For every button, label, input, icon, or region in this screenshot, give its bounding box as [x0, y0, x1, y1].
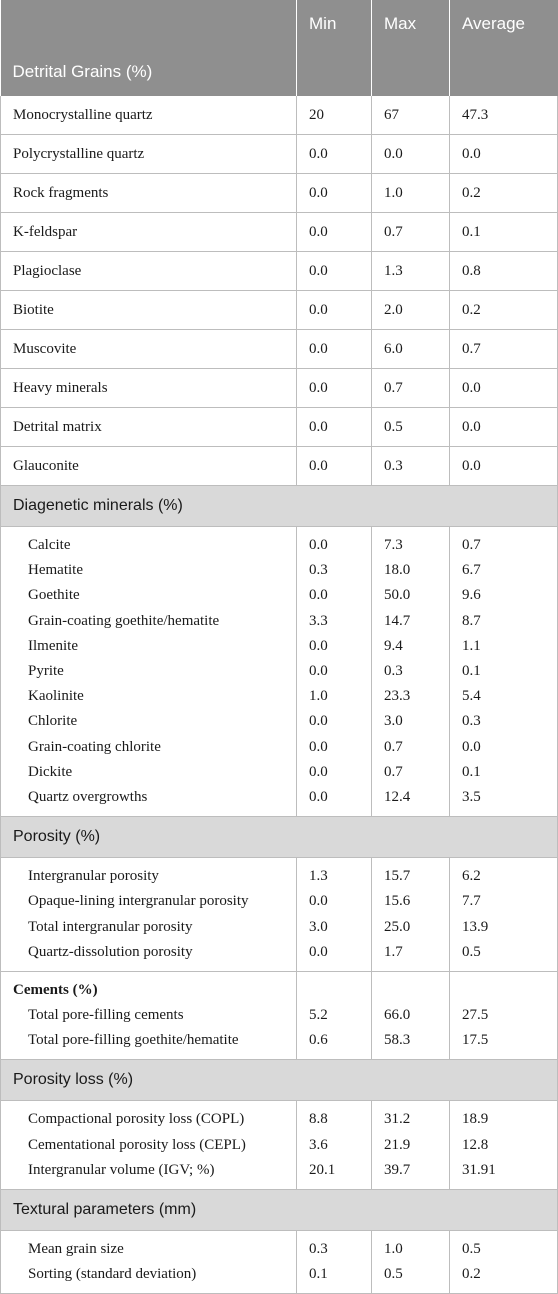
min-value: 0.3: [297, 558, 372, 583]
average-value: 3.5: [450, 785, 558, 817]
max-value: 21.9: [372, 1133, 450, 1158]
max-value: 7.3: [372, 527, 450, 559]
average-value: 0.0: [450, 135, 558, 174]
row-label: Hematite: [1, 558, 297, 583]
table-row: [1, 609, 558, 634]
row-label: Heavy minerals: [1, 369, 297, 408]
average-value: 6.7: [450, 558, 558, 583]
min-value: 20.1: [297, 1158, 372, 1190]
row-label: Grain-coating chlorite: [1, 735, 297, 760]
blank-cell: [372, 971, 450, 1003]
row-label: Compactional porosity loss (COPL): [1, 1101, 297, 1133]
average-value: 0.2: [450, 1262, 558, 1294]
table-row: [1, 1028, 558, 1060]
min-value: 0.0: [297, 634, 372, 659]
min-value: 3.3: [297, 609, 372, 634]
row-label: Total pore-filling cements: [1, 1003, 297, 1028]
min-value: 0.1: [297, 1262, 372, 1294]
row-label: Detrital matrix: [1, 408, 297, 447]
min-value: 0.0: [297, 889, 372, 914]
max-value: 0.3: [372, 447, 450, 486]
table-row: [1, 684, 558, 709]
row-label: Grain-coating goethite/hematite: [1, 609, 297, 634]
min-value: 0.0: [297, 583, 372, 608]
max-value: 6.0: [372, 330, 450, 369]
row-label: Goethite: [1, 583, 297, 608]
min-value: 3.0: [297, 914, 372, 939]
average-value: 6.2: [450, 858, 558, 890]
average-value: 8.7: [450, 609, 558, 634]
max-value: 1.0: [372, 1230, 450, 1262]
average-value: 31.91: [450, 1158, 558, 1190]
table-row: [1, 940, 558, 972]
min-value: 3.6: [297, 1133, 372, 1158]
average-value: 47.3: [450, 96, 558, 135]
min-value: 0.0: [297, 252, 372, 291]
min-value: 0.3: [297, 1230, 372, 1262]
average-value: 0.2: [450, 291, 558, 330]
section-title: Textural parameters (mm): [1, 1189, 558, 1230]
max-value: 0.0: [372, 135, 450, 174]
max-value: 0.7: [372, 213, 450, 252]
max-value: 0.7: [372, 369, 450, 408]
row-label: K-feldspar: [1, 213, 297, 252]
max-value: 3.0: [372, 709, 450, 734]
average-value: 0.1: [450, 213, 558, 252]
max-value: 31.2: [372, 1101, 450, 1133]
row-label: Opaque-lining intergranular porosity: [1, 889, 297, 914]
table-row: [1, 527, 558, 559]
min-value: 0.0: [297, 709, 372, 734]
table-row: [1, 858, 558, 890]
header-subrow: [1, 48, 558, 96]
max-value: 0.5: [372, 1262, 450, 1294]
min-value: 0.0: [297, 447, 372, 486]
average-value: 0.0: [450, 369, 558, 408]
average-value: 27.5: [450, 1003, 558, 1028]
max-value: 39.7: [372, 1158, 450, 1190]
average-value: 0.5: [450, 1230, 558, 1262]
average-value: 0.0: [450, 408, 558, 447]
max-value: 18.0: [372, 558, 450, 583]
row-label: Total pore-filling goethite/hematite: [1, 1028, 297, 1060]
table-row: [1, 735, 558, 760]
min-value: 0.0: [297, 213, 372, 252]
header-blank-cell: [372, 48, 450, 96]
average-value: 18.9: [450, 1101, 558, 1133]
table-row: [1, 558, 558, 583]
min-value: 0.0: [297, 735, 372, 760]
detrital-row: [1, 291, 558, 330]
average-value: 7.7: [450, 889, 558, 914]
row-label: Calcite: [1, 527, 297, 559]
min-value: 0.0: [297, 785, 372, 817]
average-value: 0.2: [450, 174, 558, 213]
table-row: [1, 1003, 558, 1028]
table-row: [1, 760, 558, 785]
max-value: 15.6: [372, 889, 450, 914]
row-label: Rock fragments: [1, 174, 297, 213]
row-label: Dickite: [1, 760, 297, 785]
average-value: 17.5: [450, 1028, 558, 1060]
max-value: 0.7: [372, 760, 450, 785]
min-value: 0.0: [297, 330, 372, 369]
average-value: 0.3: [450, 709, 558, 734]
max-value: 1.0: [372, 174, 450, 213]
min-value: 0.0: [297, 659, 372, 684]
detrital-row: [1, 174, 558, 213]
row-label: Muscovite: [1, 330, 297, 369]
row-label: Quartz-dissolution porosity: [1, 940, 297, 972]
max-value: 1.7: [372, 940, 450, 972]
max-value: 66.0: [372, 1003, 450, 1028]
min-value: 0.0: [297, 291, 372, 330]
table-row: [1, 1101, 558, 1133]
average-value: 0.8: [450, 252, 558, 291]
row-label: Plagioclase: [1, 252, 297, 291]
min-value: 8.8: [297, 1101, 372, 1133]
max-value: 9.4: [372, 634, 450, 659]
max-value: 15.7: [372, 858, 450, 890]
detrital-row: [1, 408, 558, 447]
section-textural: [1, 1189, 558, 1230]
detrital-row: [1, 96, 558, 135]
max-value: 67: [372, 96, 450, 135]
max-value: 23.3: [372, 684, 450, 709]
average-value: 12.8: [450, 1133, 558, 1158]
max-value: 58.3: [372, 1028, 450, 1060]
section-title: Porosity (%): [1, 817, 558, 858]
table-row: [1, 1133, 558, 1158]
row-label: Ilmenite: [1, 634, 297, 659]
detrital-grains-title: Detrital Grains (%): [1, 48, 297, 96]
min-value: 0.0: [297, 760, 372, 785]
min-value: 1.0: [297, 684, 372, 709]
min-value: 0.0: [297, 369, 372, 408]
table-row: [1, 709, 558, 734]
row-label: Cementational porosity loss (CEPL): [1, 1133, 297, 1158]
min-value: 0.0: [297, 174, 372, 213]
table-row: [1, 914, 558, 939]
min-value: 5.2: [297, 1003, 372, 1028]
average-value: 13.9: [450, 914, 558, 939]
row-label: Pyrite: [1, 659, 297, 684]
section-cements: [1, 971, 558, 1003]
max-value: 0.5: [372, 408, 450, 447]
row-label: Chlorite: [1, 709, 297, 734]
average-value: 0.1: [450, 760, 558, 785]
table-row: [1, 1262, 558, 1294]
table-row: [1, 889, 558, 914]
average-value: 0.5: [450, 940, 558, 972]
max-value: 25.0: [372, 914, 450, 939]
header-blank-cell: [450, 48, 558, 96]
table-row: [1, 634, 558, 659]
max-value: 14.7: [372, 609, 450, 634]
max-value: 2.0: [372, 291, 450, 330]
section-diagenetic: [1, 486, 558, 527]
table-row: [1, 659, 558, 684]
row-label: Kaolinite: [1, 684, 297, 709]
row-label: Polycrystalline quartz: [1, 135, 297, 174]
max-value: 0.3: [372, 659, 450, 684]
table-row: [1, 1230, 558, 1262]
table-row: [1, 1158, 558, 1190]
section-title: Diagenetic minerals (%): [1, 486, 558, 527]
row-label: Total intergranular porosity: [1, 914, 297, 939]
max-value: 12.4: [372, 785, 450, 817]
average-value: 0.0: [450, 447, 558, 486]
average-value: 0.1: [450, 659, 558, 684]
row-label: Monocrystalline quartz: [1, 96, 297, 135]
header-average: Average: [450, 0, 558, 48]
row-label: Sorting (standard deviation): [1, 1262, 297, 1294]
header-blank-cell: [297, 48, 372, 96]
average-value: 0.7: [450, 527, 558, 559]
detrital-row: [1, 330, 558, 369]
max-value: 0.7: [372, 735, 450, 760]
max-value: 50.0: [372, 583, 450, 608]
row-label: Biotite: [1, 291, 297, 330]
detrital-row: [1, 447, 558, 486]
detrital-row: [1, 369, 558, 408]
header-min: Min: [297, 0, 372, 48]
detrital-row: [1, 213, 558, 252]
min-value: 0.0: [297, 527, 372, 559]
blank-cell: [297, 971, 372, 1003]
average-value: 0.7: [450, 330, 558, 369]
min-value: 0.0: [297, 408, 372, 447]
average-value: 1.1: [450, 634, 558, 659]
header-max: Max: [372, 0, 450, 48]
row-label: Mean grain size: [1, 1230, 297, 1262]
table-row: [1, 583, 558, 608]
min-value: 0.6: [297, 1028, 372, 1060]
section-title: Porosity loss (%): [1, 1060, 558, 1101]
min-value: 0.0: [297, 940, 372, 972]
table-row: [1, 785, 558, 817]
max-value: 1.3: [372, 252, 450, 291]
min-value: 1.3: [297, 858, 372, 890]
row-label: Glauconite: [1, 447, 297, 486]
section-porosity-loss: [1, 1060, 558, 1101]
row-label: Quartz overgrowths: [1, 785, 297, 817]
detrital-row: [1, 135, 558, 174]
row-label: Intergranular volume (IGV; %): [1, 1158, 297, 1190]
row-label: Intergranular porosity: [1, 858, 297, 890]
min-value: 20: [297, 96, 372, 135]
header-blank-cell: [1, 0, 297, 48]
average-value: 5.4: [450, 684, 558, 709]
header-row: [1, 0, 558, 48]
average-value: 0.0: [450, 735, 558, 760]
min-value: 0.0: [297, 135, 372, 174]
average-value: 9.6: [450, 583, 558, 608]
section-porosity: [1, 817, 558, 858]
section-title: Cements (%): [1, 971, 297, 1003]
detrital-row: [1, 252, 558, 291]
blank-cell: [450, 971, 558, 1003]
